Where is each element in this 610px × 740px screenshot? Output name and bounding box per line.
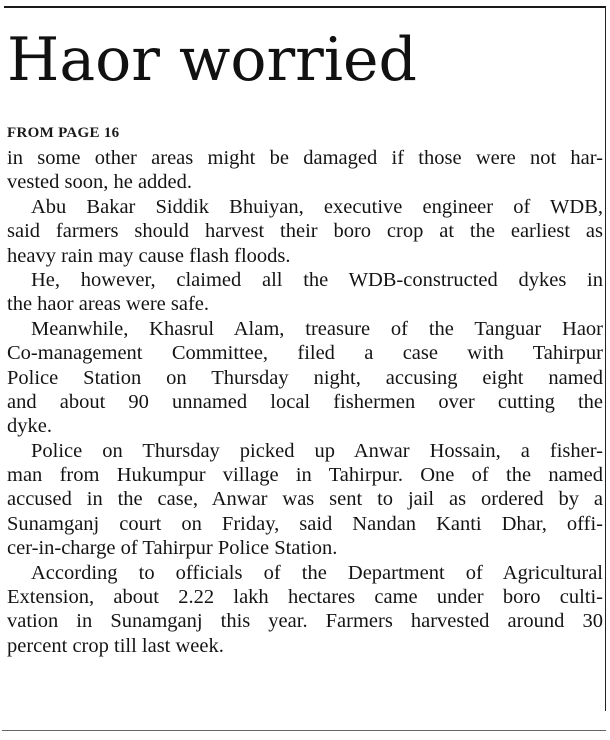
body-line: dyke. (7, 415, 52, 438)
article-body (7, 146, 603, 658)
body-line: Police on Thursday picked up Anwar Hossain, a fisher- (31, 439, 603, 462)
headline: Haor worried (7, 25, 417, 95)
body-line: accused in the case, Anwar was sent to jail as ordered by a (7, 488, 603, 511)
body-line: and about 90 unnamed local fishermen over cutting the (7, 390, 603, 413)
top-rule (4, 6, 606, 8)
body-line: in some other areas might be damaged if those were not har- (7, 147, 603, 169)
body-line: percent crop till last week. (7, 634, 224, 657)
body-line: vested soon, he added. (7, 171, 193, 194)
continued-from-label: FROM PAGE 16 (7, 125, 120, 141)
body-line: vation in Sunamganj this year. Farmers harvested around 30 (7, 610, 603, 633)
body-line: cer-in-charge of Tahirpur Police Station. (7, 537, 338, 560)
body-line: According to officials of the Department of Agricultural (31, 561, 603, 584)
bottom-rule (2, 730, 606, 731)
body-line: Co-management Committee, filed a case with Tahirpur (7, 342, 603, 365)
body-line: man from Hukumpur village in Tahirpur. One of the named (7, 464, 603, 487)
body-line: the haor areas were safe. (7, 293, 210, 316)
body-line: said farmers should harvest their boro crop at the earliest as (7, 220, 603, 243)
body-line: Abu Bakar Siddik Bhuiyan, executive engineer of WDB, (31, 195, 603, 218)
body-line: heavy rain may cause flash floods. (7, 244, 291, 267)
body-line: Extension, about 2.22 lakh hectares came under boro culti- (7, 586, 603, 609)
body-line: Police Station on Thursday night, accusing eight named (7, 366, 603, 389)
body-line: Meanwhile, Khasrul Alam, treasure of the Tanguar Haor (31, 317, 603, 340)
right-rule (605, 6, 606, 711)
body-line: Sunamganj court on Friday, said Nandan Kanti Dhar, offi- (7, 512, 603, 535)
body-line: He, however, claimed all the WDB-constructed dykes in (31, 268, 603, 291)
